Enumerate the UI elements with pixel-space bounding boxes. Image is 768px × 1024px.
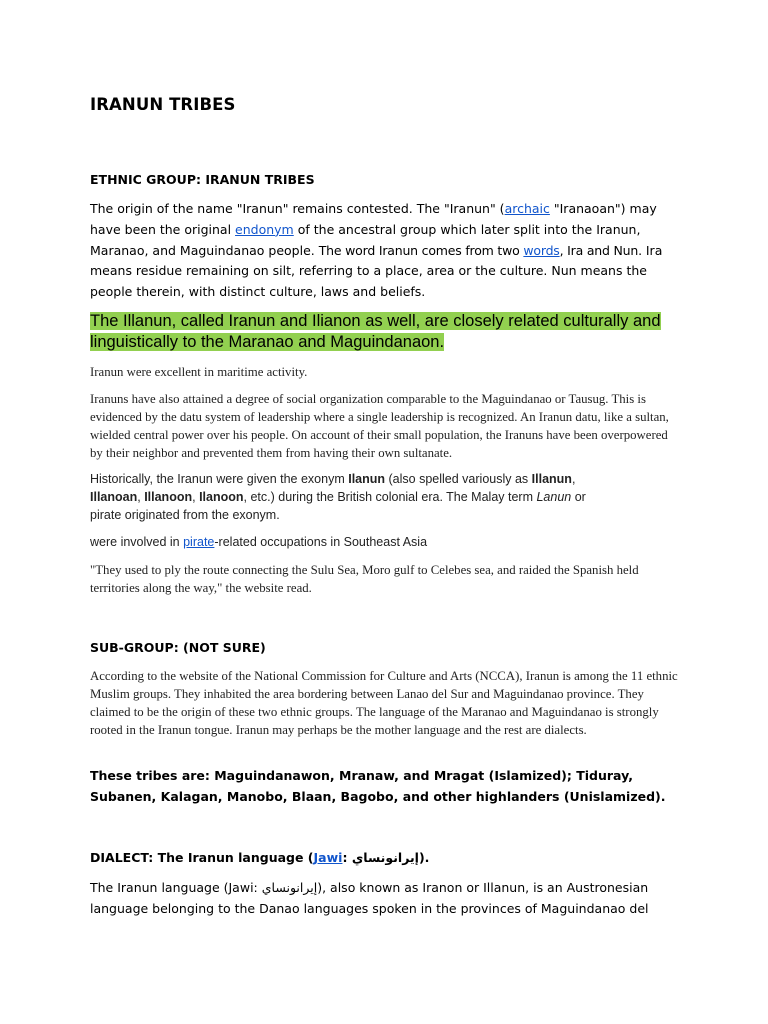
ethnic-group-heading: ETHNIC GROUP: IRANUN TRIBES — [90, 172, 315, 187]
endonym-link[interactable]: endonym — [235, 221, 294, 237]
jawi-link[interactable]: Jawi — [313, 850, 343, 865]
highlighted-statement — [90, 311, 690, 353]
words-link[interactable]: words — [523, 242, 560, 258]
iranun-language-paragraph: The Iranun language (Jawi: إيرانونساي), also known as Iranon or Illanun, is an Austronesian language belonging to the Danao languages spoken in the provinces of Maguindanao del — [90, 880, 649, 916]
page-title: IRANUN TRIBES — [90, 95, 236, 114]
jawi-script-text: إيرانونساي — [351, 850, 419, 865]
archaic-link[interactable]: archaic — [504, 201, 550, 216]
origin-paragraph: The origin of the name "Iranun" remains contested. The "Iranun" (archaic "Iranaoan") may have been the original endonym of the ancestral group which later split into the Iranun, Maranao, and Maguindanao people. The word Iranun comes from two words, Ira and Nun. Ira means residue remaining on silt, referring to a place, area or the culture. Nun means the people therein, with distinct culture, laws and beliefs. — [90, 201, 663, 300]
historical-exonym-paragraph: Historically, the Iranun were given the exonym Ilanun (also spelled variously as Illanun, Illanoan, Illanoon, Ilanoon, etc.) during the British colonial era. The Malay term Lanun or pirate originated from the exonym. — [90, 472, 586, 522]
ncca-paragraph: According to the website of the National Commission for Culture and Arts (NCCA), Iranun is among the 11 ethnic Muslim groups. They inhabited the area bordering between Lanao del Sur and Maguindanao province. They claimed to be the origin of these two ethnic groups. The language of the Maranao and Maguindanao is strongly rooted in the Iranun tongue. Iranun may perhaps be the mother language and the rest are dialects. — [90, 669, 678, 737]
pirate-link[interactable]: pirate — [183, 535, 215, 549]
tribes-paragraph: These tribes are: Maguindanawon, Mranaw, and Mragat (Islamized); Tiduray, Subanen, Kalagan, Manobo, Blaan, Bagobo, and other highlanders (Unislamized). — [90, 768, 666, 804]
dialect-line: DIALECT: The Iranun language (Jawi: إيرانونساي). — [90, 850, 430, 865]
pirate-paragraph: were involved in pirate-related occupations in Southeast Asia — [90, 535, 428, 549]
maritime-paragraph: Iranun were excellent in maritime activity. — [90, 365, 308, 379]
social-organization-paragraph: Iranuns have also attained a degree of social organization comparable to the Maguindanao or Tausug. This is evidenced by the datu system of leadership where a single leadership is recognized. An Iranun datu, like a sultan, wielded central power over his people. On account of their small population, the Iranuns have been overpowered by their neighbor and prevented them from having their own sultanate. — [90, 392, 669, 460]
jawi-script-text-2: إيرانونساي — [261, 880, 318, 895]
sub-group-heading: SUB-GROUP: (NOT SURE) — [90, 640, 266, 655]
quote-paragraph: "They used to ply the route connecting the Sulu Sea, Moro gulf to Celebes sea, and raided the Spanish held territories along the way," the website read. — [90, 563, 639, 595]
highlighted-text: The Illanun, called Iranun and Ilianon as well, are closely related culturally and linguistically to the Maranao and Maguindanaon. — [90, 312, 661, 351]
